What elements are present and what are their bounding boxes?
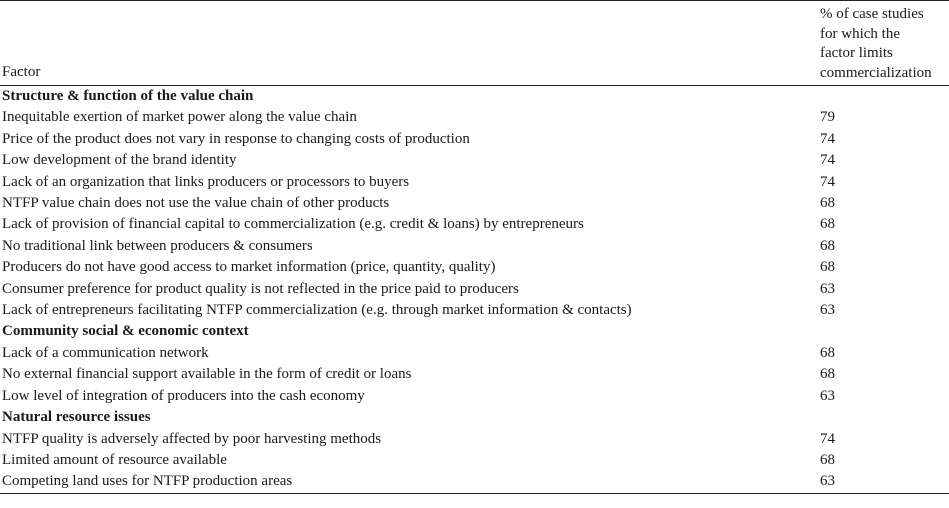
section-title: Natural resource issues	[2, 409, 151, 426]
factor-cell: NTFP value chain does not use the value chain of other products	[2, 195, 390, 212]
section-header-row	[0, 86, 949, 108]
table-row	[0, 450, 949, 471]
table-row	[0, 257, 949, 278]
percent-cell: 68	[820, 195, 835, 212]
percent-cell: 63	[820, 280, 835, 297]
table-row	[0, 150, 949, 171]
table-row	[0, 300, 949, 321]
table-header	[0, 1, 949, 86]
table-row	[0, 364, 949, 385]
percent-cell: 68	[820, 216, 835, 233]
percent-header-line: % of case studies	[820, 6, 924, 22]
section-title: Structure & function of the value chain	[2, 88, 254, 104]
factor-cell: Lack of entrepreneurs facilitating NTFP commercialization (e.g. through market information & contacts)	[2, 302, 632, 319]
factor-column-header: Factor	[2, 63, 41, 80]
table-row	[0, 343, 949, 364]
section-header-row	[0, 407, 949, 428]
percent-cell: 63	[820, 387, 835, 404]
percent-cell: 74	[820, 173, 835, 190]
factor-cell: Price of the product does not vary in response to changing costs of production	[2, 130, 470, 147]
percent-cell: 63	[820, 473, 835, 490]
percent-header-line: commercialization	[820, 64, 932, 81]
table-row	[0, 429, 949, 450]
percent-cell: 63	[820, 302, 835, 319]
percent-column-header	[818, 1, 949, 86]
factor-cell: Limited amount of resource available	[2, 451, 227, 468]
percent-cell: 68	[820, 259, 835, 276]
factor-cell: Lack of provision of financial capital to commercialization (e.g. credit & loans) by entrepreneurs	[2, 216, 584, 233]
percent-cell: 68	[820, 366, 835, 383]
table-row	[0, 214, 949, 235]
header-row	[0, 1, 949, 86]
section-header-row	[0, 321, 949, 342]
factor-cell: No external financial support available in the form of credit or loans	[2, 366, 412, 383]
percent-cell: 74	[820, 152, 835, 169]
table-row	[0, 193, 949, 214]
percent-cell: 79	[820, 109, 835, 126]
percent-header-line: factor limits	[820, 45, 893, 61]
factor-cell: Competing land uses for NTFP production areas	[2, 473, 293, 490]
factor-cell: Producers do not have good access to market information (price, quantity, quality)	[2, 259, 496, 276]
percent-cell: 68	[820, 344, 835, 361]
table-row	[0, 279, 949, 300]
table-row	[0, 236, 949, 257]
factor-cell: No traditional link between producers & consumers	[2, 237, 313, 254]
table-row	[0, 471, 949, 493]
factor-cell: Low level of integration of producers into the cash economy	[2, 387, 365, 404]
factor-cell: Inequitable exertion of market power along the value chain	[2, 109, 357, 126]
table-row	[0, 172, 949, 193]
section-title: Community social & economic context	[2, 323, 249, 340]
factor-cell: NTFP quality is adversely affected by poor harvesting methods	[2, 430, 382, 447]
factor-cell: Consumer preference for product quality is not reflected in the price paid to producers	[2, 280, 519, 297]
table-row	[0, 107, 949, 128]
percent-header-line: for which the	[820, 25, 900, 42]
table-row	[0, 129, 949, 150]
percent-cell: 74	[820, 430, 835, 447]
factor-cell: Low development of the brand identity	[2, 152, 237, 169]
table-body	[0, 86, 949, 494]
percent-cell: 68	[820, 451, 835, 468]
factor-cell: Lack of an organization that links producers or processors to buyers	[2, 173, 410, 190]
percent-cell: 68	[820, 237, 835, 254]
factor-cell: Lack of a communication network	[2, 344, 209, 361]
percent-cell: 74	[820, 130, 835, 147]
table-row	[0, 386, 949, 407]
